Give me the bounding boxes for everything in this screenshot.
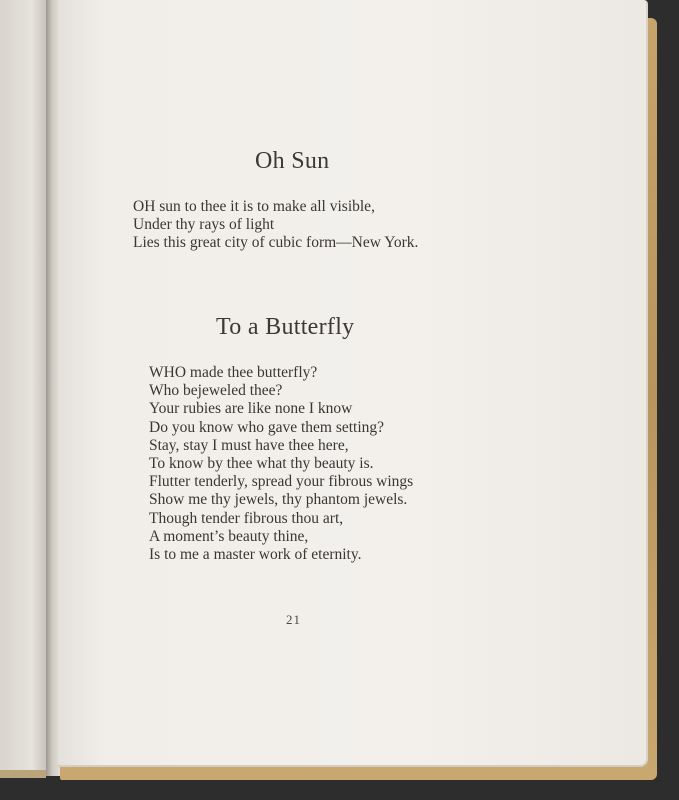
poem-line: Is to me a master work of eternity. — [149, 546, 362, 564]
poem-line: Your rubies are like none I know — [149, 400, 353, 418]
poem-line: Lies this great city of cubic form—New York. — [133, 234, 419, 252]
poem-line: OH sun to thee it is to make all visible, — [133, 198, 375, 215]
poem-line: WHO made thee butterfly? — [149, 364, 318, 381]
adjacent-left-page — [0, 0, 46, 778]
poem-line: Though tender fibrous thou art, — [149, 509, 344, 527]
poem-line: Do you know who gave them setting? — [149, 418, 385, 436]
page-number: 21 — [286, 612, 301, 627]
poem-line: A moment’s beauty thine, — [149, 527, 309, 545]
poem-line: Stay, stay I must have thee here, — [149, 436, 349, 454]
poem-oh-sun — [133, 198, 418, 253]
page-content — [58, 0, 646, 765]
poem-title-to-a-butterfly: To a Butterfly — [216, 314, 355, 340]
poem-line: Who bejeweled thee? — [149, 382, 283, 400]
poem-line: Show me thy jewels, thy phantom jewels. — [149, 491, 408, 509]
poem-line: Under thy rays of light — [133, 216, 275, 234]
poem-to-a-butterfly — [149, 364, 413, 564]
book-page — [58, 0, 648, 767]
poem-line: Flutter tenderly, spread your fibrous wings — [149, 473, 414, 491]
poem-title-oh-sun: Oh Sun — [255, 148, 330, 174]
poem-line: To know by thee what thy beauty is. — [149, 455, 374, 473]
